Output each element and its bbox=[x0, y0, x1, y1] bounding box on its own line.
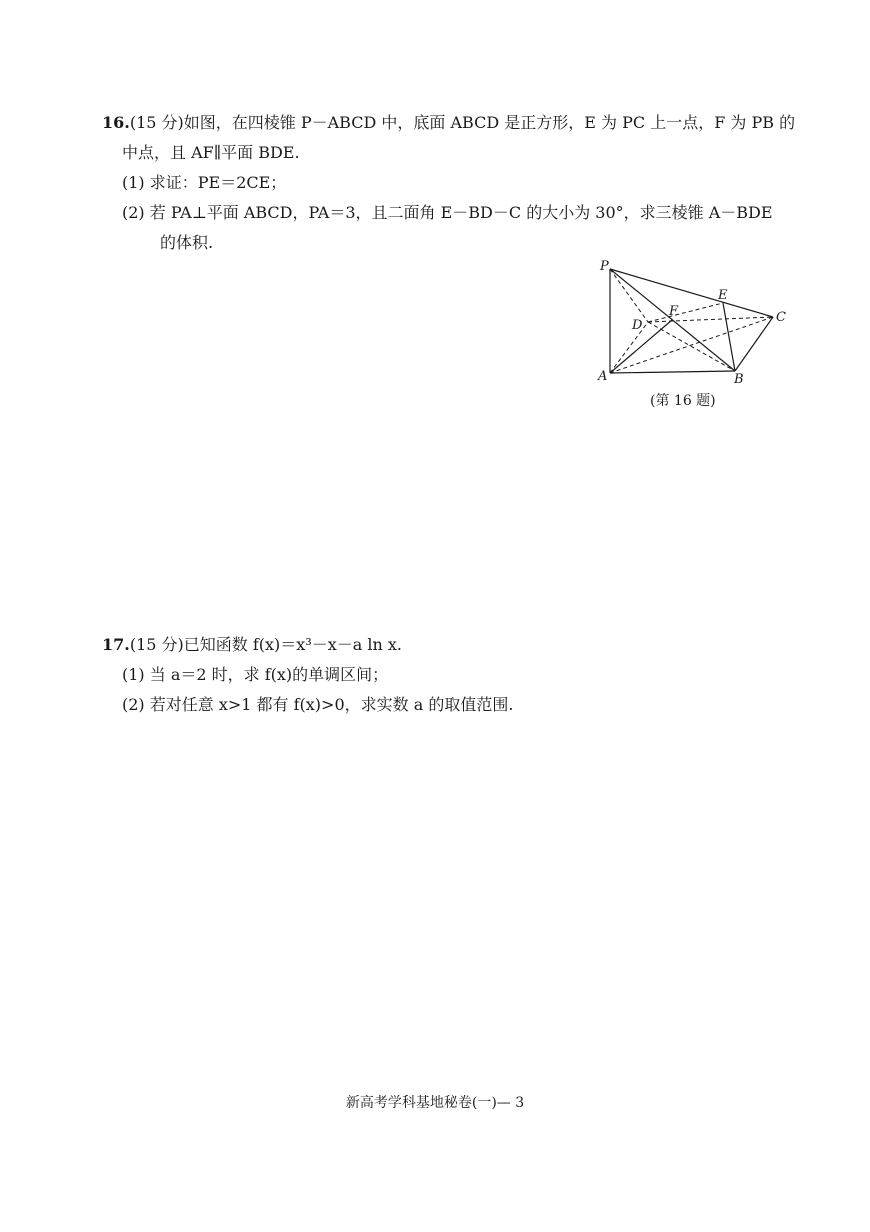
question-16-line-2: 中点，且 AF∥平面 BDE. bbox=[122, 143, 300, 162]
question-17-part-2: (2) 若对任意 x>1 都有 f(x)>0，求实数 a 的取值范围. bbox=[122, 695, 514, 714]
question-17-part-1: (1) 当 a＝2 时，求 f(x)的单调区间； bbox=[122, 665, 389, 684]
edge-PC bbox=[610, 269, 773, 317]
label-F: F bbox=[669, 304, 679, 319]
question-16-part-1: (1) 求证：PE＝2CE； bbox=[122, 173, 287, 192]
label-E: E bbox=[718, 288, 728, 303]
figure-caption: (第 16 题) bbox=[650, 393, 716, 409]
question-17 bbox=[102, 630, 792, 720]
edge-PB bbox=[610, 269, 735, 371]
label-P: P bbox=[600, 259, 609, 274]
question-16-stem: (15 分)如图，在四棱锥 P－ABCD 中，底面 ABCD 是正方形，E 为 PC 上一点，F 为 PB 的 bbox=[129, 113, 796, 132]
label-B: B bbox=[734, 372, 744, 385]
question-16 bbox=[102, 108, 796, 258]
label-D: D bbox=[632, 318, 643, 333]
label-C: C bbox=[776, 310, 786, 325]
segment-DB bbox=[648, 322, 735, 371]
question-17-number: 17. bbox=[102, 635, 130, 654]
page-footer: 新高考学科基地秘卷(一)— 3 bbox=[345, 1095, 525, 1111]
question-16-number: 16. bbox=[102, 113, 130, 132]
question-17-line-1 bbox=[102, 630, 792, 660]
edge-AB bbox=[610, 371, 735, 373]
question-16-line-1 bbox=[102, 108, 796, 138]
pyramid-figure bbox=[590, 255, 800, 385]
question-16-part-2-continued: 的体积. bbox=[160, 233, 214, 252]
pyramid-diagram bbox=[590, 255, 800, 385]
edge-DC bbox=[648, 317, 773, 322]
question-17-stem: (15 分)已知函数 f(x)＝x³－x－a ln x. bbox=[129, 635, 402, 654]
label-A: A bbox=[598, 369, 608, 384]
question-16-part-2: (2) 若 PA⊥平面 ABCD，PA＝3，且二面角 E－BD－C 的大小为 30°，求三棱锥 A－BDE bbox=[122, 203, 773, 222]
edge-BE bbox=[723, 303, 735, 371]
edge-BC bbox=[735, 317, 773, 371]
